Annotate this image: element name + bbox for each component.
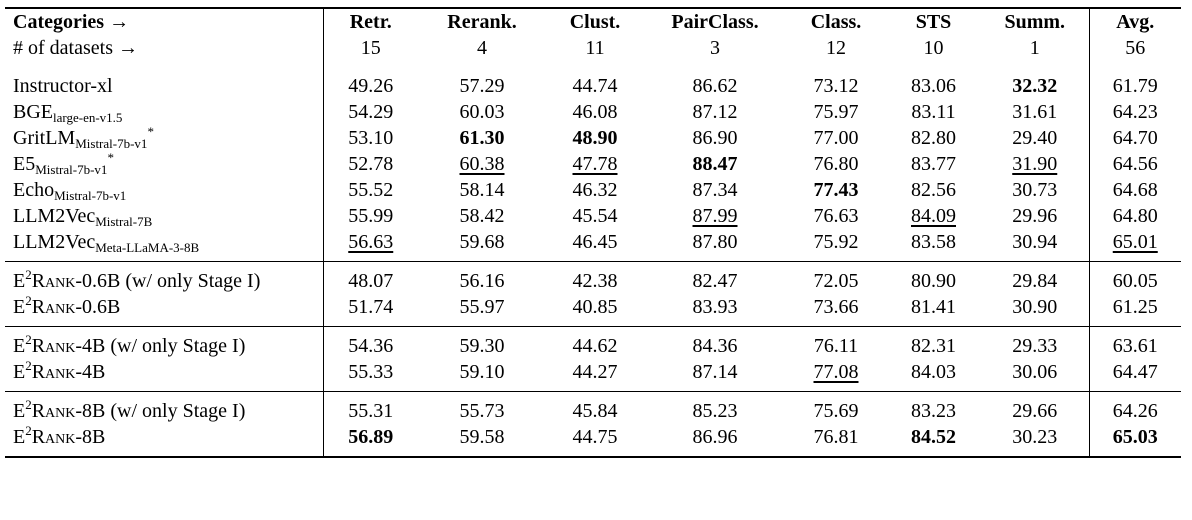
model-variant-note: (w/ only Stage I) — [105, 335, 246, 357]
model-rank-name: Rank-4B — [31, 335, 106, 357]
cell-avg — [1089, 262, 1181, 295]
score-value: 44.75 — [572, 426, 618, 448]
score-value: 58.14 — [459, 179, 505, 201]
cell-pairclass — [644, 294, 786, 327]
cell-sts — [886, 99, 981, 125]
table-row — [5, 359, 1181, 392]
table-row — [5, 424, 1181, 457]
cell-sts — [886, 67, 981, 99]
model-name: E — [13, 270, 26, 292]
model-subscript: Mistral-7b-v1 — [35, 162, 108, 177]
cell-summ — [981, 424, 1089, 457]
cell-summ — [981, 125, 1089, 151]
cell-rerank — [418, 177, 546, 203]
model-superscript: 2 — [25, 267, 32, 282]
score-value: 61.25 — [1112, 296, 1158, 318]
model-subscript: Mistral-7b-v1 — [75, 136, 148, 151]
table-header — [5, 8, 1181, 67]
score-value: 60.38 — [459, 153, 505, 175]
model-name: E — [13, 361, 26, 383]
cell-rerank — [418, 203, 546, 229]
cell-rerank — [418, 67, 546, 99]
score-value: 55.52 — [348, 179, 394, 201]
col-count-clust: 11 — [585, 37, 605, 59]
score-value: 46.08 — [572, 101, 618, 123]
score-value: 30.23 — [1012, 426, 1058, 448]
score-value: 83.93 — [692, 296, 738, 318]
cell-rerank — [418, 359, 546, 392]
score-value: 84.52 — [911, 426, 956, 448]
score-value: 59.58 — [459, 426, 505, 448]
score-value: 88.47 — [692, 153, 738, 175]
model-name: E — [13, 335, 26, 357]
cell-summ — [981, 262, 1089, 295]
score-value: 86.90 — [692, 127, 738, 149]
score-value: 65.03 — [1112, 426, 1158, 448]
model-name-cell — [5, 294, 323, 327]
cell-summ — [981, 99, 1089, 125]
score-value: 31.90 — [1012, 153, 1058, 175]
model-name-cell — [5, 327, 323, 360]
col-count-sts: 10 — [923, 37, 944, 59]
cell-clust — [546, 359, 644, 392]
cell-avg — [1089, 229, 1181, 262]
cell-pairclass — [644, 229, 786, 262]
cell-retr — [323, 151, 418, 177]
score-value: 87.99 — [692, 205, 738, 227]
model-rank-name: Rank-0.6B — [31, 296, 121, 318]
cell-clust — [546, 203, 644, 229]
col-count-pairclass: 3 — [710, 37, 720, 59]
cell-clust — [546, 327, 644, 360]
cell-rerank — [418, 327, 546, 360]
cell-summ — [981, 177, 1089, 203]
cell-sts — [886, 203, 981, 229]
model-name-cell — [5, 262, 323, 295]
cell-retr — [323, 359, 418, 392]
model-name: Echo — [13, 179, 55, 201]
model-superscript: * — [147, 124, 154, 139]
model-subscript: Mistral-7b-v1 — [54, 188, 127, 203]
table-row — [5, 327, 1181, 360]
score-value: 49.26 — [348, 75, 394, 97]
cell-retr — [323, 229, 418, 262]
score-value: 44.27 — [572, 361, 618, 383]
col-header-rerank: Rerank. — [447, 11, 517, 33]
score-value: 46.32 — [572, 179, 618, 201]
cell-avg — [1089, 125, 1181, 151]
cell-rerank — [418, 151, 546, 177]
score-value: 63.61 — [1112, 335, 1158, 357]
model-name: LLM2Vec — [13, 231, 96, 253]
score-value: 64.47 — [1112, 361, 1158, 383]
cell-clust — [546, 392, 644, 425]
cell-sts — [886, 177, 981, 203]
cell-avg — [1089, 151, 1181, 177]
score-value: 85.23 — [692, 400, 738, 422]
col-count-retr: 15 — [360, 37, 381, 59]
categories-label: Categories → — [5, 8, 323, 35]
score-value: 30.90 — [1012, 296, 1058, 318]
cell-rerank — [418, 424, 546, 457]
col-header-pairclass: PairClass. — [671, 11, 759, 33]
score-value: 58.42 — [459, 205, 505, 227]
score-value: 76.11 — [813, 335, 859, 357]
score-value: 55.73 — [459, 400, 505, 422]
model-rank-name: Rank-8B — [31, 426, 106, 448]
model-name: BGE — [13, 101, 53, 123]
score-value: 77.00 — [813, 127, 859, 149]
score-value: 29.40 — [1012, 127, 1058, 149]
cell-pairclass — [644, 424, 786, 457]
table-row — [5, 177, 1181, 203]
score-value: 54.29 — [348, 101, 394, 123]
score-value: 44.74 — [572, 75, 618, 97]
cell-pairclass — [644, 99, 786, 125]
cell-summ — [981, 359, 1089, 392]
score-value: 87.34 — [692, 179, 738, 201]
cell-summ — [981, 151, 1089, 177]
cell-avg — [1089, 294, 1181, 327]
score-value: 44.62 — [572, 335, 618, 357]
model-superscript: 2 — [25, 332, 32, 347]
score-value: 32.32 — [1012, 75, 1058, 97]
score-value: 56.16 — [459, 270, 505, 292]
cell-avg — [1089, 203, 1181, 229]
score-value: 83.11 — [911, 101, 956, 123]
score-value: 64.70 — [1112, 127, 1158, 149]
cell-retr — [323, 294, 418, 327]
cell-class — [786, 125, 886, 151]
cell-summ — [981, 392, 1089, 425]
table-row — [5, 67, 1181, 99]
col-header-sts: STS — [915, 11, 952, 33]
score-value: 54.36 — [348, 335, 394, 357]
model-name-cell — [5, 177, 323, 203]
score-value: 48.07 — [348, 270, 394, 292]
cell-rerank — [418, 392, 546, 425]
score-value: 64.23 — [1112, 101, 1158, 123]
table-row — [5, 203, 1181, 229]
model-name: E — [13, 400, 26, 422]
score-value: 82.80 — [911, 127, 956, 149]
model-name-cell — [5, 359, 323, 392]
score-value: 76.63 — [813, 205, 859, 227]
score-value: 82.47 — [692, 270, 738, 292]
cell-sts — [886, 229, 981, 262]
score-value: 29.96 — [1012, 205, 1058, 227]
score-value: 45.84 — [572, 400, 618, 422]
cell-avg — [1089, 327, 1181, 360]
score-value: 59.68 — [459, 231, 505, 253]
cell-sts — [886, 327, 981, 360]
model-name-cell — [5, 125, 323, 151]
cell-pairclass — [644, 392, 786, 425]
model-superscript: * — [107, 150, 114, 165]
model-superscript: 2 — [25, 293, 32, 308]
score-value: 87.12 — [692, 101, 738, 123]
table-row — [5, 151, 1181, 177]
model-rank-name: Rank-8B — [31, 400, 106, 422]
cell-class — [786, 294, 886, 327]
score-value: 40.85 — [572, 296, 618, 318]
cell-rerank — [418, 262, 546, 295]
cell-class — [786, 392, 886, 425]
score-value: 86.62 — [692, 75, 738, 97]
score-value: 31.61 — [1012, 101, 1058, 123]
score-value: 83.06 — [911, 75, 956, 97]
score-value: 29.84 — [1012, 270, 1058, 292]
score-value: 48.90 — [572, 127, 618, 149]
cell-clust — [546, 294, 644, 327]
cell-pairclass — [644, 125, 786, 151]
col-count-class: 12 — [826, 37, 846, 59]
header-row-categories — [5, 8, 1181, 35]
model-variant-note: (w/ only Stage I) — [105, 400, 246, 422]
model-name: E — [13, 296, 26, 318]
cell-class — [786, 67, 886, 99]
cell-pairclass — [644, 67, 786, 99]
score-value: 87.14 — [692, 361, 738, 383]
table-body — [5, 67, 1181, 457]
score-value: 83.77 — [911, 153, 956, 175]
score-value: 60.03 — [459, 101, 505, 123]
score-value: 81.41 — [911, 296, 956, 318]
cell-summ — [981, 327, 1089, 360]
col-count-rerank: 4 — [477, 37, 487, 59]
score-value: 82.56 — [911, 179, 956, 201]
datasets-label: # of datasets → — [5, 35, 323, 67]
cell-sts — [886, 359, 981, 392]
score-value: 83.58 — [911, 231, 956, 253]
col-header-summ: Summ. — [981, 8, 1089, 35]
model-variant-note: (w/ only Stage I) — [120, 270, 261, 292]
cell-summ — [981, 294, 1089, 327]
cell-pairclass — [644, 359, 786, 392]
model-name: Instructor-xl — [13, 75, 113, 97]
cell-pairclass — [644, 327, 786, 360]
model-name-cell — [5, 392, 323, 425]
cell-rerank — [418, 294, 546, 327]
cell-avg — [1089, 67, 1181, 99]
score-value: 46.45 — [572, 231, 618, 253]
cell-retr — [323, 203, 418, 229]
model-name-cell — [5, 99, 323, 125]
score-value: 80.90 — [911, 270, 956, 292]
cell-class — [786, 359, 886, 392]
score-value: 76.81 — [813, 426, 859, 448]
col-header-retr: Retr. — [349, 11, 392, 33]
cell-sts — [886, 294, 981, 327]
cell-sts — [886, 125, 981, 151]
score-value: 73.66 — [813, 296, 859, 318]
table-row — [5, 392, 1181, 425]
score-value: 30.06 — [1012, 361, 1058, 383]
score-value: 47.78 — [572, 153, 618, 175]
col-header-class: Class. — [810, 11, 862, 33]
cell-clust — [546, 125, 644, 151]
table-row — [5, 229, 1181, 262]
score-value: 87.80 — [692, 231, 738, 253]
cell-retr — [323, 67, 418, 99]
table-row — [5, 294, 1181, 327]
score-value: 64.68 — [1112, 179, 1158, 201]
score-value: 75.69 — [813, 400, 859, 422]
model-name-cell — [5, 67, 323, 99]
score-value: 55.33 — [348, 361, 394, 383]
score-value: 64.26 — [1112, 400, 1158, 422]
score-value: 55.31 — [348, 400, 394, 422]
model-rank-name: Rank-0.6B — [31, 270, 121, 292]
table-row — [5, 99, 1181, 125]
cell-retr — [323, 392, 418, 425]
cell-retr — [323, 125, 418, 151]
score-value: 55.99 — [348, 205, 394, 227]
cell-clust — [546, 151, 644, 177]
score-value: 42.38 — [572, 270, 618, 292]
cell-pairclass — [644, 203, 786, 229]
cell-class — [786, 151, 886, 177]
cell-rerank — [418, 125, 546, 151]
model-name-cell — [5, 151, 323, 177]
score-value: 29.66 — [1012, 400, 1058, 422]
score-value: 29.33 — [1012, 335, 1058, 357]
score-value: 77.08 — [813, 361, 859, 383]
cell-retr — [323, 99, 418, 125]
cell-sts — [886, 262, 981, 295]
cell-class — [786, 177, 886, 203]
cell-class — [786, 262, 886, 295]
score-value: 59.10 — [459, 361, 505, 383]
score-value: 73.12 — [813, 75, 859, 97]
cell-class — [786, 99, 886, 125]
cell-clust — [546, 424, 644, 457]
cell-avg — [1089, 424, 1181, 457]
model-name-cell — [5, 424, 323, 457]
table-row — [5, 125, 1181, 151]
cell-retr — [323, 424, 418, 457]
model-name-cell — [5, 203, 323, 229]
cell-pairclass — [644, 177, 786, 203]
model-subscript: large-en-v1.5 — [53, 110, 123, 125]
score-value: 45.54 — [572, 205, 618, 227]
cell-clust — [546, 67, 644, 99]
cell-class — [786, 229, 886, 262]
cell-pairclass — [644, 151, 786, 177]
cell-avg — [1089, 392, 1181, 425]
cell-sts — [886, 424, 981, 457]
cell-sts — [886, 151, 981, 177]
cell-class — [786, 327, 886, 360]
score-value: 72.05 — [813, 270, 859, 292]
score-value: 82.31 — [911, 335, 956, 357]
cell-retr — [323, 177, 418, 203]
cell-summ — [981, 67, 1089, 99]
score-value: 76.80 — [813, 153, 859, 175]
score-value: 84.03 — [911, 361, 956, 383]
cell-class — [786, 203, 886, 229]
score-value: 51.74 — [348, 296, 394, 318]
score-value: 56.89 — [348, 426, 394, 448]
cell-clust — [546, 99, 644, 125]
cell-clust — [546, 262, 644, 295]
score-value: 52.78 — [348, 153, 394, 175]
model-name-cell — [5, 229, 323, 262]
model-subscript: Meta-LLaMA-3-8B — [95, 240, 200, 255]
cell-avg — [1089, 99, 1181, 125]
cell-retr — [323, 262, 418, 295]
model-superscript: 2 — [25, 397, 32, 412]
score-value: 30.73 — [1012, 179, 1058, 201]
score-value: 59.30 — [459, 335, 505, 357]
score-value: 75.92 — [813, 231, 859, 253]
col-header-avg: Avg. — [1116, 11, 1155, 33]
score-value: 53.10 — [348, 127, 394, 149]
score-value: 84.36 — [692, 335, 738, 357]
cell-clust — [546, 177, 644, 203]
score-value: 77.43 — [813, 179, 859, 201]
model-rank-name: Rank-4B — [31, 361, 106, 383]
cell-avg — [1089, 177, 1181, 203]
model-name: GritLM — [13, 127, 76, 149]
score-value: 84.09 — [911, 205, 956, 227]
model-superscript: 2 — [25, 423, 32, 438]
score-value: 65.01 — [1112, 231, 1158, 253]
score-value: 75.97 — [813, 101, 859, 123]
score-value: 61.30 — [459, 127, 505, 149]
score-value: 64.56 — [1112, 153, 1158, 175]
cell-avg — [1089, 359, 1181, 392]
score-value: 55.97 — [459, 296, 505, 318]
score-value: 64.80 — [1112, 205, 1158, 227]
col-count-summ: 1 — [981, 35, 1089, 67]
cell-sts — [886, 392, 981, 425]
cell-rerank — [418, 99, 546, 125]
cell-summ — [981, 203, 1089, 229]
cell-class — [786, 424, 886, 457]
model-subscript: Mistral-7B — [95, 214, 153, 229]
table-row — [5, 262, 1181, 295]
score-value: 61.79 — [1112, 75, 1158, 97]
score-value: 60.05 — [1112, 270, 1158, 292]
cell-pairclass — [644, 262, 786, 295]
score-value: 86.96 — [692, 426, 738, 448]
model-name: E5 — [13, 153, 36, 175]
model-superscript: 2 — [25, 358, 32, 373]
score-value: 57.29 — [459, 75, 505, 97]
col-header-clust: Clust. — [569, 11, 621, 33]
score-value: 56.63 — [348, 231, 394, 253]
model-name: E — [13, 426, 26, 448]
col-count-avg: 56 — [1125, 37, 1146, 59]
cell-retr — [323, 327, 418, 360]
score-value: 30.94 — [1012, 231, 1058, 253]
score-value: 83.23 — [911, 400, 956, 422]
model-name: LLM2Vec — [13, 205, 96, 227]
cell-clust — [546, 229, 644, 262]
mteb-results-table — [5, 7, 1181, 458]
header-row-datasets — [5, 35, 1181, 67]
cell-rerank — [418, 229, 546, 262]
cell-summ — [981, 229, 1089, 262]
